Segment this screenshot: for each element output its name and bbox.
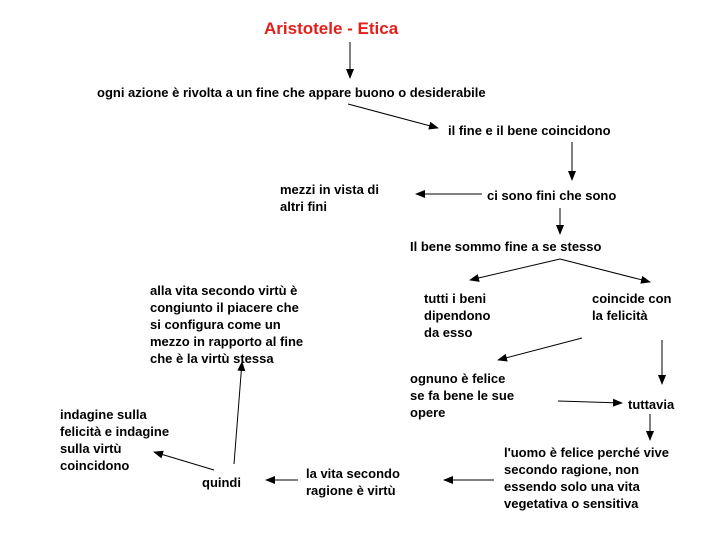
- node-n10: l'uomo è felice perché vive secondo ragione, non essendo solo una vita vegetativa o sensitiva: [504, 445, 669, 511]
- node-n13: indagine sulla felicità e indagine sulla virtù coincidono: [60, 407, 170, 473]
- edge-n5-to-n7: [560, 259, 650, 282]
- node-n7: coincide con la felicità: [592, 291, 672, 323]
- node-n1: ogni azione è rivolta a un fine che appare buono o desiderabile: [97, 85, 486, 100]
- edge-n1-to-n2: [348, 104, 438, 128]
- edge-n5-to-n6: [470, 259, 560, 280]
- node-n6: tutti i beni dipendono da esso: [424, 291, 491, 340]
- edge-n12-to-n14: [234, 362, 242, 464]
- node-n11: la vita secondo ragione è virtù: [306, 466, 400, 498]
- node-n12: quindi: [202, 475, 241, 490]
- diagram-title: Aristotele - Etica: [264, 19, 399, 38]
- node-n9: tuttavia: [628, 397, 675, 412]
- node-n5: Il bene sommo fine a se stesso: [410, 239, 602, 254]
- node-n2: il fine e il bene coincidono: [448, 123, 611, 138]
- node-n4: mezzi in vista di altri fini: [280, 182, 379, 214]
- node-n8: ognuno è felice se fa bene le sue opere: [410, 371, 515, 420]
- edge-n8-to-n9: [558, 401, 622, 403]
- node-n3: ci sono fini che sono: [487, 188, 617, 203]
- edge-n6-to-n8: [498, 338, 582, 360]
- node-n14: alla vita secondo virtù è congiunto il piacere che si configura come un mezzo in rapporto al fine che è la virtù stessa: [150, 283, 304, 366]
